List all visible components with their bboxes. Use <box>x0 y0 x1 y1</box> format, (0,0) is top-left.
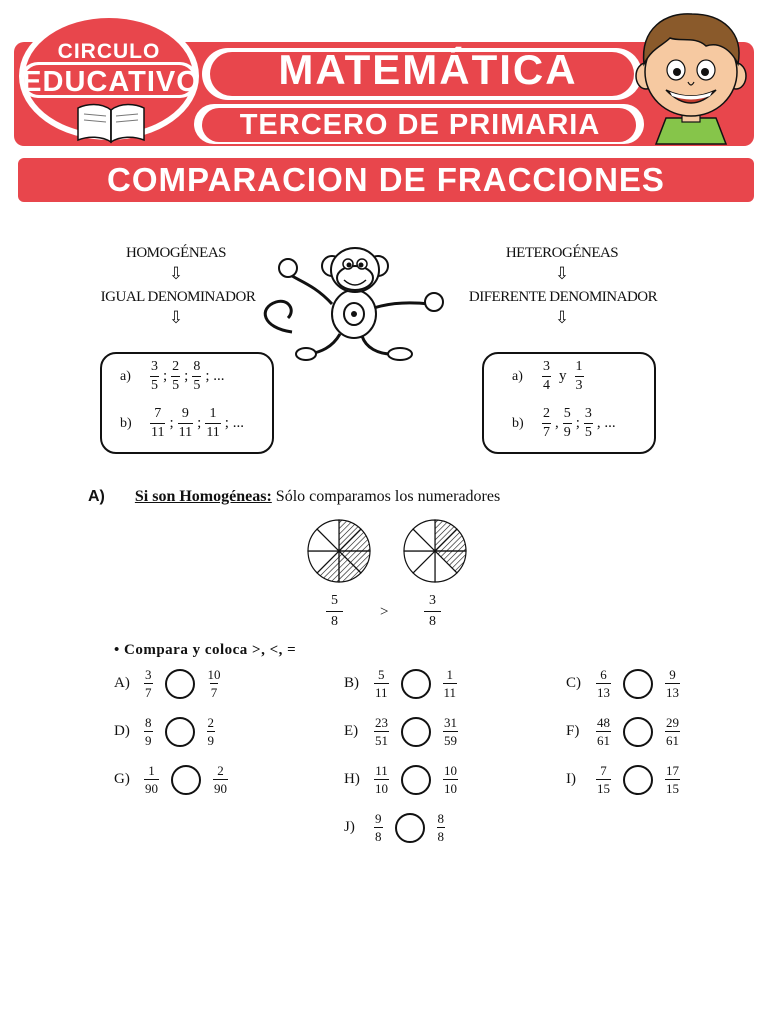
fraction: $\frac{1}{11}$ <box>443 667 457 700</box>
answer-circle[interactable] <box>165 717 195 747</box>
exercise-label: J) <box>344 819 355 835</box>
exercise-item <box>114 668 222 699</box>
answer-circle[interactable] <box>165 669 195 699</box>
homogeneous-rule: IGUAL DENOMINADOR <box>100 289 256 305</box>
exercise-label: E) <box>344 723 359 739</box>
fraction: $\frac{9}{11}$ <box>178 406 193 440</box>
exercise-label: H) <box>344 771 360 787</box>
answer-circle[interactable] <box>401 765 431 795</box>
logo-text-educativo: EDUCATIVO <box>22 66 200 98</box>
homogeneous-example-a: a) $\frac{3}{5}$ ; $\frac{2}{5}$ ; $\frac{8}{5}$ ; ... <box>120 359 225 393</box>
exercise-item <box>114 764 228 795</box>
exercise-item <box>344 716 458 747</box>
pie-chart-right <box>400 518 470 584</box>
fraction: $\frac{7}{15}$ <box>597 763 610 796</box>
exercise-item <box>566 668 680 699</box>
fraction: $\frac{3}{5}$ <box>584 406 592 440</box>
exercise-label: F) <box>566 723 580 739</box>
comparison-right-fraction: $\frac{3}{8}$ <box>424 594 441 629</box>
fraction: $\frac{2}{5}$ <box>172 359 180 393</box>
topic-title: COMPARACION DE FRACCIONES <box>107 161 665 198</box>
heterogeneous-rule: DIFERENTE DENOMINADOR <box>468 289 658 305</box>
comparison-sign: > <box>380 604 389 620</box>
fraction: $\frac{5}{9}$ <box>563 406 571 440</box>
down-arrow-icon: ⇩ <box>554 264 570 283</box>
book-icon <box>76 100 146 144</box>
example-label: a) <box>512 368 523 384</box>
fraction: $\frac{2}{90}$ <box>214 763 227 796</box>
fraction: $\frac{8}{9}$ <box>145 715 152 748</box>
answer-circle[interactable] <box>395 813 425 843</box>
fraction: $\frac{48}{61}$ <box>597 715 610 748</box>
exercise-item <box>114 716 215 747</box>
exercise-label: A) <box>114 675 130 691</box>
fraction: $\frac{1}{90}$ <box>145 763 158 796</box>
homogeneous-label: HOMOGÉNEAS <box>126 245 226 261</box>
example-label: b) <box>120 415 132 431</box>
answer-circle[interactable] <box>623 669 653 699</box>
fraction: $\frac{29}{61}$ <box>666 715 679 748</box>
fraction: $\frac{10}{10}$ <box>444 763 457 796</box>
section-letter: A) <box>88 488 105 505</box>
fraction: $\frac{3}{4}$ <box>543 359 550 393</box>
fraction: $\frac{31}{59}$ <box>444 715 457 748</box>
fraction: $\frac{1}{11}$ <box>206 406 220 440</box>
exercise-item <box>344 668 457 699</box>
example-label: b) <box>512 415 524 431</box>
joiner-text: y <box>559 368 567 384</box>
down-arrow-icon: ⇩ <box>554 308 570 327</box>
down-arrow-icon: ⇩ <box>168 264 184 283</box>
exercise-instruction: • Compara y coloca >, <, = <box>114 642 297 658</box>
grade-subtitle: TERCERO DE PRIMARIA <box>239 109 601 141</box>
pie-chart-left <box>304 518 374 584</box>
exercise-item <box>344 764 458 795</box>
answer-circle[interactable] <box>623 717 653 747</box>
fraction: $\frac{23}{51}$ <box>375 715 388 748</box>
fraction: $\frac{11}{10}$ <box>375 763 388 796</box>
section-text: Sólo comparamos los numeradores <box>275 488 501 505</box>
fraction: $\frac{3}{7}$ <box>145 667 152 700</box>
heterogeneous-example-b: b) $\frac{2}{7}$ , $\frac{5}{9}$ ; $\frac{3}{5}$ , ... <box>512 406 616 440</box>
example-label: a) <box>120 368 131 384</box>
heterogeneous-example-a <box>512 360 584 393</box>
subject-title: MATEMÁTICA <box>278 46 578 93</box>
exercise-label: B) <box>344 675 359 691</box>
ellipsis: , ... <box>596 415 616 431</box>
exercise-item <box>566 764 680 795</box>
exercise-item <box>566 716 680 747</box>
section-a-heading <box>88 488 500 506</box>
ellipsis: ; ... <box>205 368 225 384</box>
down-arrow-icon: ⇩ <box>168 308 184 327</box>
fraction: $\frac{9}{13}$ <box>666 667 679 700</box>
heterogeneous-label: HETEROGÉNEAS <box>505 245 619 261</box>
fraction: $\frac{17}{15}$ <box>666 763 679 796</box>
fraction: $\frac{5}{11}$ <box>375 667 388 700</box>
homogeneous-example-b: b) $\frac{7}{11}$ ; $\frac{9}{11}$ ; $\frac{1}{11}$ ; ... <box>120 406 244 440</box>
monkey-illustration <box>262 244 448 368</box>
fraction: $\frac{8}{8}$ <box>437 811 444 844</box>
ellipsis: ; ... <box>224 415 244 431</box>
comparison-left-fraction: $\frac{5}{8}$ <box>326 594 343 629</box>
exercise-label: G) <box>114 771 130 787</box>
fraction: $\frac{3}{5}$ <box>151 359 158 393</box>
exercise-label: C) <box>566 675 581 691</box>
exercise-item <box>344 812 445 843</box>
answer-circle[interactable] <box>623 765 653 795</box>
answer-circle[interactable] <box>171 765 201 795</box>
fraction: $\frac{2}{9}$ <box>207 715 214 748</box>
fraction: $\frac{10}{7}$ <box>207 667 221 700</box>
exercise-label: I) <box>566 771 576 787</box>
fraction: $\frac{6}{13}$ <box>597 667 610 700</box>
fraction: $\frac{9}{8}$ <box>375 811 382 844</box>
boy-illustration <box>626 6 756 146</box>
answer-circle[interactable] <box>401 717 431 747</box>
answer-circle[interactable] <box>401 669 431 699</box>
fraction: $\frac{2}{7}$ <box>543 406 550 440</box>
fraction: $\frac{1}{3}$ <box>575 359 583 393</box>
fraction: $\frac{8}{5}$ <box>193 359 201 393</box>
fraction: $\frac{7}{11}$ <box>151 406 165 440</box>
exercise-label: D) <box>114 723 130 739</box>
logo-text-circulo: CIRCULO <box>57 40 161 63</box>
section-title: Si son Homogéneas: <box>134 488 272 505</box>
